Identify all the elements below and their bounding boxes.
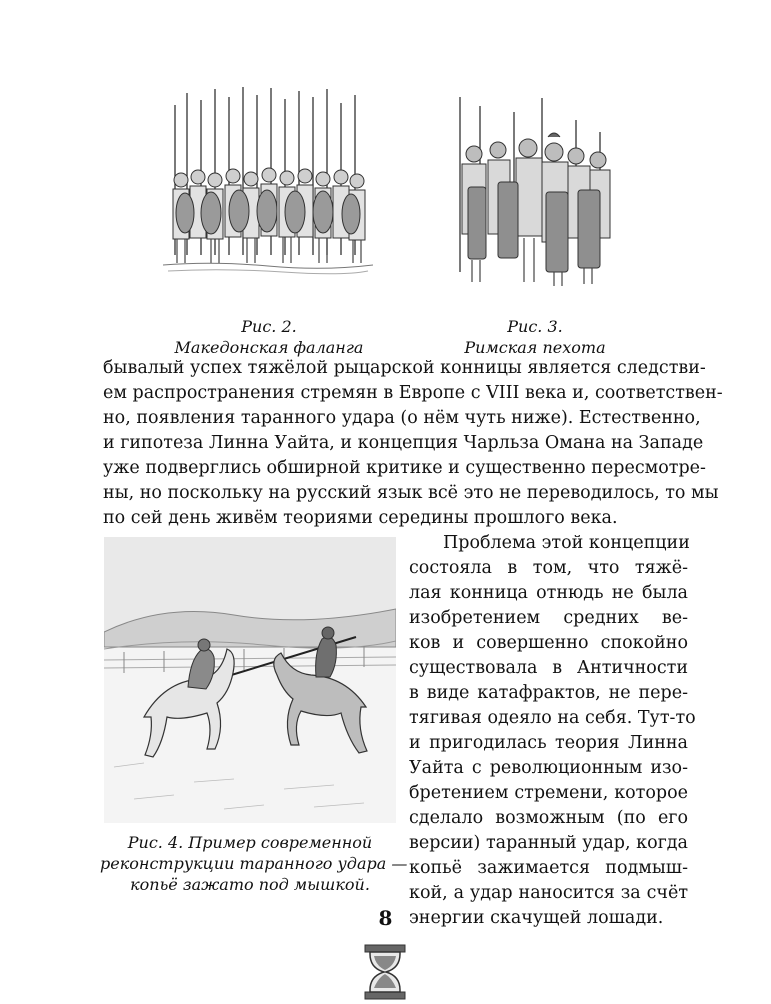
- figure-4-caption-line: реконструкции таранного удара —: [100, 854, 408, 873]
- hourglass-icon: [364, 944, 406, 1004]
- body-line: и гипотеза Линна Уайта, и концепция Чарльза Омана на Западе: [103, 433, 704, 453]
- body-line: Проблема этой концепции: [443, 533, 690, 553]
- body-line: кой, а удар наносится за счёт: [409, 883, 688, 903]
- body-line: но, появления таранного удара (о нём чуть ниже). Естественно,: [103, 408, 701, 428]
- body-line: в виде катафрактов, не пере-: [409, 683, 688, 703]
- figure-3-title: Римская пехота: [464, 338, 606, 357]
- body-line: состояла в том, что тяжё-: [409, 558, 688, 578]
- body-line: версии) таранный удар, когда: [409, 833, 688, 853]
- roman-infantry-illustration: [450, 92, 615, 292]
- body-line: ков и совершенно спокойно: [409, 633, 688, 653]
- figure-4-caption-line: копьё зажато под мышкой.: [130, 875, 370, 894]
- figure-roman-infantry: [450, 92, 615, 292]
- body-line: энергии скачущей лошади.: [409, 908, 664, 928]
- macedonian-phalanx-illustration: [163, 85, 373, 290]
- body-line: и пригодилась теория Линна: [409, 733, 688, 753]
- figure-2-title: Македонская фаланга: [174, 338, 364, 357]
- body-line: изобретением средних ве-: [409, 608, 688, 628]
- figure-jousting: [104, 537, 396, 823]
- body-line: копьё зажимается подмыш-: [409, 858, 688, 878]
- jousting-knights-illustration: [104, 537, 396, 823]
- body-line: уже подверглись обширной критике и существенно пересмотре-: [103, 458, 706, 478]
- body-line: Уайта с революционным изо-: [409, 758, 688, 778]
- figure-2-number: Рис. 2.: [241, 317, 297, 336]
- figure-3-number: Рис. 3.: [507, 317, 563, 336]
- body-line: ны, но поскольку на русский язык всё это не переводилось, то мы: [103, 483, 719, 503]
- figure-3-caption: [445, 316, 625, 358]
- body-line: существовала в Античности: [409, 658, 688, 678]
- figure-4-caption-line: Рис. 4. Пример современной: [127, 833, 373, 852]
- figure-4-caption: [100, 832, 408, 895]
- page-number: 8: [378, 906, 393, 930]
- figure-macedonian-phalanx: [163, 85, 373, 290]
- body-line: бретением стремени, которое: [409, 783, 688, 803]
- body-line: лая конница отнюдь не была: [409, 583, 688, 603]
- body-line: тягивая одеяло на себя. Тут-то: [409, 708, 696, 728]
- body-line: ем распространения стремян в Европе с VIII века и, соответствен-: [103, 383, 723, 403]
- body-line: по сей день живём теориями середины прошлого века.: [103, 508, 618, 528]
- body-line: сделало возможным (по его: [409, 808, 688, 828]
- figure-2-caption: [165, 316, 373, 358]
- body-line: бывалый успех тяжёлой рыцарской конницы является следстви-: [103, 358, 706, 378]
